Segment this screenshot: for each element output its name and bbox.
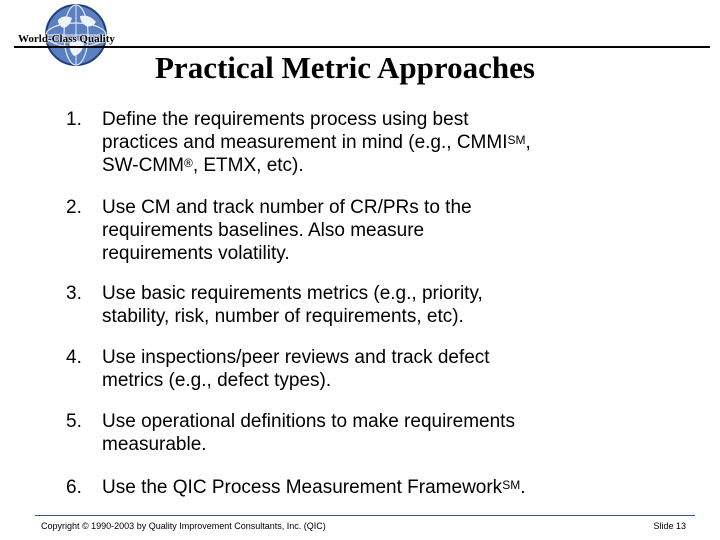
item-text-line: practices and measurement in mind (e.g., CMMI bbox=[102, 132, 508, 153]
list-item: 1. Define the requirements process using best practices and measurement in mind (e.g., CMMI℠, SW-CMM®, ETMX, etc). bbox=[66, 108, 706, 177]
item-text-line: , ETMX, etc). bbox=[192, 155, 304, 176]
list-item bbox=[66, 282, 706, 328]
item-text-line: measurable. bbox=[102, 434, 207, 455]
item-text-line: SW-CMM bbox=[102, 155, 184, 176]
service-mark: SM bbox=[502, 478, 521, 492]
item-text-line: stability, risk, number of requirements, etc). bbox=[102, 306, 464, 327]
item-text-line: Use the QIC Process Measurement Framework bbox=[102, 477, 503, 498]
item-number: 6. bbox=[66, 477, 82, 498]
item-number: 3. bbox=[66, 283, 82, 304]
item-number: 2. bbox=[66, 197, 82, 218]
item-text-line: requirements volatility. bbox=[102, 243, 290, 264]
brand-label: World-Class Quality bbox=[18, 33, 115, 45]
item-text-line: Use CM and track number of CR/PRs to the bbox=[102, 197, 472, 218]
item-text-line: requirements baselines. Also measure bbox=[102, 220, 425, 241]
slide-number: Slide 13 bbox=[653, 521, 686, 531]
item-number: 1. bbox=[66, 109, 82, 130]
service-mark: SM bbox=[507, 133, 526, 147]
registered-mark: ® bbox=[183, 156, 193, 170]
item-text-line: Use basic requirements metrics (e.g., priority, bbox=[102, 283, 483, 304]
footer-divider bbox=[35, 515, 695, 516]
list-item bbox=[66, 346, 706, 392]
item-text-line: Use inspections/peer reviews and track defect bbox=[102, 347, 490, 368]
list-item bbox=[66, 196, 706, 265]
header-divider bbox=[14, 46, 710, 48]
item-text-line: Define the requirements process using best bbox=[102, 109, 469, 130]
slide-title: Practical Metric Approaches bbox=[155, 50, 535, 85]
item-number: 4. bbox=[66, 347, 82, 368]
list-item: 6. Use the QIC Process Measurement Framework℠. bbox=[66, 477, 526, 498]
list-item bbox=[66, 410, 706, 456]
item-text-line: metrics (e.g., defect types). bbox=[102, 370, 332, 391]
item-number: 5. bbox=[66, 411, 82, 432]
item-text-line: Use operational definitions to make requirements bbox=[102, 411, 515, 432]
copyright-notice: Copyright © 1990-2003 by Quality Improvement Consultants, Inc. (QIC) bbox=[41, 521, 326, 531]
